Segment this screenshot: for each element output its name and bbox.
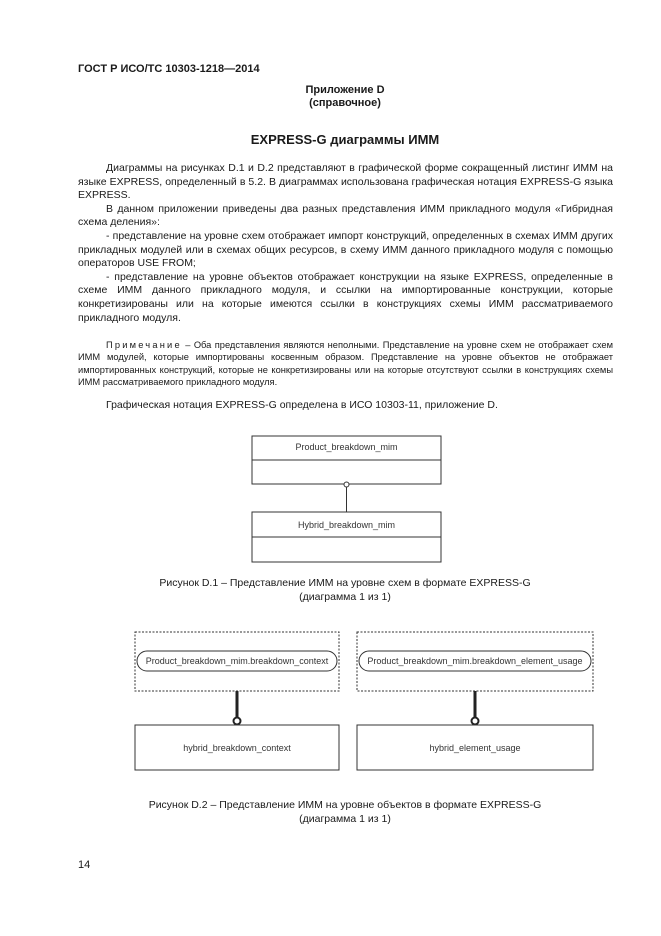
figure-1-caption-line2: (диаграмма 1 из 1) [299,590,391,603]
ref-left-label: Product_breakdown_mim.breakdown_context [145,656,329,666]
paragraph-3: - представление на уровне схем отображает импорт конструкций, определенных в схемах ИММ других прикладных модулей или в схемах общих ресурсов, в схему ИММ данного прикладного модуля с помощью операторов USE FROM; [78,229,613,270]
note-text: Оба представления являются неполными. Представление на уровне схем не отображает схем ИММ модулей, которые импортированы косвенным образом. Представление на уровне объектов не отображает импортированных конструкций, которые не конкретизированы или на которые отсутствуют ссылки в конструкциях схемы ИММ рассматриваемого прикладного модуля. [78,340,613,387]
figure-2-diagram [135,632,593,770]
paragraph-1: Диаграммы на рисунках D.1 и D.2 представляют в графической форме сокращенный листинг ИММ на языке EXPRESS, определенный в 5.2. В диаграммах использована графическая нотация EXPRESS-G языка EXPRESS. [78,162,613,202]
page-number: 14 [78,859,91,871]
paragraph-4: - представление на уровне объектов отображает конструкции на языке EXPRESS, определенные в схеме ИММ данного прикладного модуля, и ссылки на импортированные конструкции, которые конкретизированы или на которые имеются ссылки в конструкциях схемы ИММ рассматриваемого прикладного модуля. [78,270,613,324]
document-header: ГОСТ Р ИСО/ТС 10303-1218—2014 [78,63,260,75]
figure-2-caption [0,799,661,827]
entity-left-label: hybrid_breakdown_context [183,743,291,753]
note-label: Примечание [106,340,182,350]
schema-box-top-label: Product_breakdown_mim [295,442,398,452]
figure-1-diagram [252,436,441,562]
schema-box-bottom-label: Hybrid_breakdown_mim [297,520,396,530]
ref-right-label: Product_breakdown_mim.breakdown_element_usage [367,656,583,666]
annex-label: Приложение D [305,84,385,96]
paragraph-2: В данном приложении приведены два разных представления ИММ прикладного модуля «Гибридная схема деления»: [78,202,613,229]
figure-2-caption-line2: (диаграмма 1 из 1) [299,812,391,825]
annex-type: (справочное) [309,97,381,109]
annex-title: EXPRESS-G диаграммы ИММ [250,132,440,147]
entity-right-label: hybrid_element_usage [429,743,521,753]
figure-1-caption-line1: Рисунок D.1 – Представление ИММ на уровне схем в формате EXPRESS-G [159,577,531,589]
connector-left-circle [234,718,241,725]
connector-right-circle [472,718,479,725]
note-dash: – [181,340,194,350]
notation-text: Графическая нотация EXPRESS-G определена в ИСО 10303-11, приложение D. [106,399,498,411]
figure-2-caption-line1: Рисунок D.2 – Представление ИММ на уровне объектов в формате EXPRESS-G [148,799,542,811]
connector-circle [344,482,349,487]
figure-1-caption [0,577,661,605]
